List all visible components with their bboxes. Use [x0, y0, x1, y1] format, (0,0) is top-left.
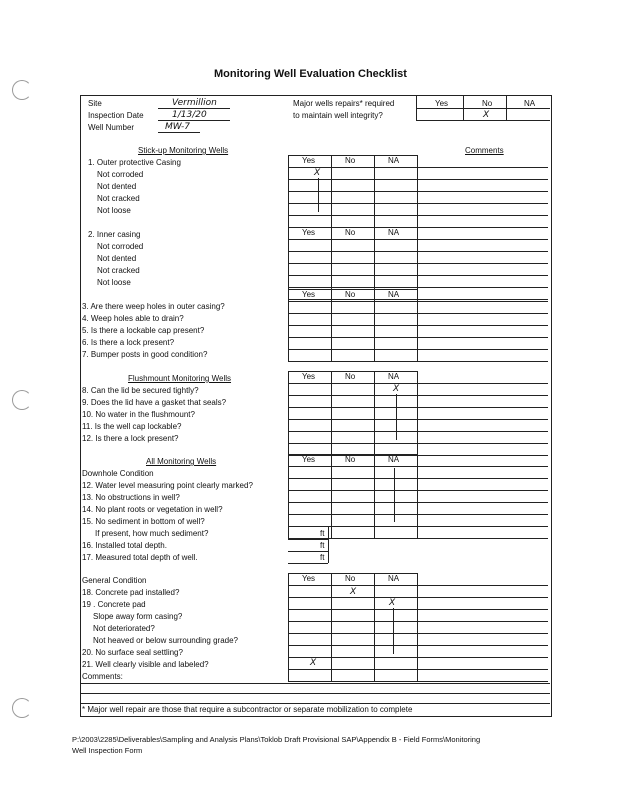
comment-line — [417, 349, 548, 350]
comment-line — [417, 287, 548, 288]
ft-unit-1: ft — [320, 529, 325, 538]
q1-item-3: Not cracked — [97, 194, 140, 203]
comment-line — [417, 325, 548, 326]
binder-hole-middle — [12, 390, 32, 410]
q8: 8. Can the lid be secured tightly? — [82, 386, 199, 395]
file-path-line1: P:\2003\2285\Deliverables\Sampling and Analysis Plans\Toklob Draft Provisional SAP\Appendix B - Field Forms\Monitoring — [72, 735, 481, 744]
q19-slope: Slope away form casing? — [93, 612, 183, 621]
repairs-question-line2: to maintain well integrity? — [293, 111, 383, 120]
grid-row-line — [288, 313, 417, 314]
col-header-no: No — [345, 372, 356, 381]
comment-line — [417, 275, 548, 276]
footnote: * Major well repair are those that require a subcontractor or separate mobilization to complete — [82, 705, 413, 714]
comment-line — [417, 301, 548, 302]
col-header-yes: Yes — [302, 574, 316, 583]
col-header-no: No — [345, 455, 356, 464]
grid-row-line — [288, 419, 417, 420]
col-header-na: NA — [388, 228, 400, 237]
q1-item-4: Not loose — [97, 206, 131, 215]
downhole-heading: Downhole Condition — [82, 469, 154, 478]
comment-line — [417, 538, 548, 539]
grid-row-line — [288, 609, 417, 610]
grid-row-line — [288, 349, 417, 350]
comment-line — [417, 621, 548, 622]
ft-unit-3: ft — [320, 553, 325, 562]
well-number-label: Well Number — [88, 123, 135, 132]
flush-na-mark: X — [393, 384, 400, 394]
binder-hole-top — [12, 80, 32, 100]
inspection-date-value: 1/13/20 — [172, 110, 207, 120]
q1-outer-casing: 1. Outer protective Casing — [88, 158, 181, 167]
ft-unit-2: ft — [320, 541, 325, 550]
repairs-na-header: NA — [524, 99, 536, 108]
col-header-yes: Yes — [302, 455, 316, 464]
col-header-no: No — [345, 574, 356, 583]
q1-item-1: Not corroded — [97, 170, 144, 179]
grid-row-line — [288, 669, 417, 670]
q12-water-level: 12. Water level measuring point clearly marked? — [82, 481, 253, 490]
q19: 19 . Concrete pad — [82, 600, 146, 609]
comment-line — [417, 502, 548, 503]
q2-item-3: Not cracked — [97, 266, 140, 275]
comment-line — [417, 657, 548, 658]
q1-item-2: Not dented — [97, 182, 137, 191]
grid-row-line — [288, 597, 417, 598]
grid-row-line — [288, 585, 417, 586]
col-header-no: No — [345, 228, 356, 237]
col-header-yes: Yes — [302, 156, 316, 165]
q21: 21. Well clearly visible and labeled? — [82, 660, 209, 669]
q4: 4. Weep holes able to drain? — [82, 314, 184, 323]
q19-heaved: Not heaved or below surrounding grade? — [93, 636, 238, 645]
comment-line — [417, 490, 548, 491]
grid-row-line — [288, 325, 417, 326]
comments-label: Comments: — [82, 672, 123, 681]
comment-line — [417, 203, 548, 204]
comments-column-header: Comments — [465, 146, 504, 155]
col-header-na: NA — [388, 574, 400, 583]
comment-line — [417, 227, 548, 228]
grid-row-line — [288, 538, 417, 539]
q12-lock: 12. Is there a lock present? — [82, 434, 179, 443]
col-header-yes: Yes — [302, 372, 316, 381]
comment-line — [417, 263, 548, 264]
all-wells-na-arrow — [394, 468, 395, 522]
comment-line — [417, 478, 548, 479]
q18: 18. Concrete pad installed? — [82, 588, 180, 597]
comment-line — [417, 597, 548, 598]
flushmount-heading: Flushmount Monitoring Wells — [128, 374, 232, 383]
comment-line — [417, 633, 548, 634]
q13: 13. No obstructions in well? — [82, 493, 180, 502]
q1-yes-arrow — [318, 178, 319, 212]
comment-line — [417, 419, 548, 420]
comment-line — [417, 313, 548, 314]
grid-row-line — [288, 478, 417, 479]
grid-row-line — [288, 395, 417, 396]
comment-line — [417, 383, 548, 384]
col-header-no: No — [345, 156, 356, 165]
grid-row-line — [288, 215, 417, 216]
grid-row-line — [288, 251, 417, 252]
grid-row-line — [288, 621, 417, 622]
grid-row-line — [288, 275, 417, 276]
comment-line — [417, 431, 548, 432]
grid-row-line — [288, 514, 417, 515]
grid-row-line — [288, 167, 417, 168]
q19-na-mark: X — [389, 598, 396, 608]
col-header-na: NA — [388, 455, 400, 464]
general-heading: General Condition — [82, 576, 147, 585]
comment-line — [417, 645, 548, 646]
grid-col-line — [417, 573, 418, 681]
q18-no-mark: X — [350, 587, 357, 597]
comment-line — [417, 455, 548, 456]
grid-row-line — [288, 203, 417, 204]
q21-yes-mark: X — [310, 658, 317, 668]
q3: 3. Are there weep holes in outer casing? — [82, 302, 225, 311]
comment-line — [417, 514, 548, 515]
grid-row-line — [288, 407, 417, 408]
grid-row-line — [288, 681, 417, 682]
comment-line — [417, 395, 548, 396]
grid-row-line — [288, 645, 417, 646]
comment-line — [417, 239, 548, 240]
well-number-value: MW-7 — [165, 122, 190, 132]
repairs-no-mark: X — [483, 110, 490, 120]
binder-hole-bottom — [12, 698, 32, 718]
stickup-heading: Stick-up Monitoring Wells — [138, 146, 229, 155]
q11: 11. Is the well cap lockable? — [82, 422, 182, 431]
q2-item-4: Not loose — [97, 278, 131, 287]
grid-row-line — [288, 466, 417, 467]
q17: 17. Measured total depth of well. — [82, 553, 198, 562]
q16: 16. Installed total depth. — [82, 541, 167, 550]
repairs-yes-header: Yes — [435, 99, 449, 108]
q15-sediment-amount: If present, how much sediment? — [95, 529, 209, 538]
comment-line — [417, 526, 548, 527]
col-header-na: NA — [388, 156, 400, 165]
comment-line — [417, 251, 548, 252]
grid-row-line — [288, 431, 417, 432]
col-header-na: NA — [388, 290, 400, 299]
comment-line — [417, 299, 548, 300]
general-na-arrow — [393, 608, 394, 654]
grid-row-line — [288, 179, 417, 180]
comment-line — [417, 443, 548, 444]
site-value: Vermillion — [172, 98, 217, 108]
grid-row-line — [288, 301, 417, 302]
grid-row-line — [288, 263, 417, 264]
comment-line — [417, 167, 548, 168]
grid-row-line — [288, 287, 417, 288]
col-header-yes: Yes — [302, 290, 316, 299]
grid-row-line — [288, 526, 417, 527]
comment-line — [417, 585, 548, 586]
comment-line — [417, 337, 548, 338]
q15: 15. No sediment in bottom of well? — [82, 517, 205, 526]
grid-row-line — [288, 191, 417, 192]
file-path-line2: Well Inspection Form — [72, 746, 143, 755]
grid-col-line — [331, 573, 332, 681]
q2-inner-casing: 2. Inner casing — [88, 230, 141, 239]
grid-row-line — [288, 657, 417, 658]
q20: 20. No surface seal settling? — [82, 648, 183, 657]
q5: 5. Is there a lockable cap present? — [82, 326, 205, 335]
all-wells-heading: All Monitoring Wells — [146, 457, 217, 466]
comment-line — [417, 179, 548, 180]
col-header-no: No — [345, 290, 356, 299]
q6: 6. Is there a lock present? — [82, 338, 175, 347]
grid-row-line — [288, 633, 417, 634]
comment-line — [417, 407, 548, 408]
q7: 7. Bumper posts in good condition? — [82, 350, 208, 359]
q1-yes-mark: X — [314, 168, 321, 178]
grid-row-line — [288, 502, 417, 503]
comment-line — [417, 361, 548, 362]
grid-row-line — [288, 239, 417, 240]
grid-col-line — [288, 573, 289, 681]
repairs-question-line1: Major wells repairs* required — [293, 99, 395, 108]
q9: 9. Does the lid have a gasket that seals? — [82, 398, 227, 407]
grid-row-line — [288, 490, 417, 491]
q2-item-2: Not dented — [97, 254, 137, 263]
comment-line — [417, 215, 548, 216]
inspection-date-label: Inspection Date — [88, 111, 144, 120]
comment-line — [417, 466, 548, 467]
q2-item-1: Not corroded — [97, 242, 144, 251]
repairs-no-header: No — [482, 99, 493, 108]
comment-line — [417, 681, 548, 682]
q19-deteriorated: Not deteriorated? — [93, 624, 155, 633]
page-title: Monitoring Well Evaluation Checklist — [214, 68, 407, 80]
grid-row-line — [288, 337, 417, 338]
comment-line — [417, 609, 548, 610]
comment-line — [417, 191, 548, 192]
q14: 14. No plant roots or vegetation in well? — [82, 505, 223, 514]
col-header-na: NA — [388, 372, 400, 381]
grid-col-line — [374, 573, 375, 681]
flush-na-arrow — [396, 394, 397, 440]
grid-row-line — [288, 443, 417, 444]
grid-row-line — [288, 361, 417, 362]
comment-line — [417, 669, 548, 670]
site-label: Site — [88, 99, 102, 108]
col-header-yes: Yes — [302, 228, 316, 237]
q10: 10. No water in the flushmount? — [82, 410, 195, 419]
